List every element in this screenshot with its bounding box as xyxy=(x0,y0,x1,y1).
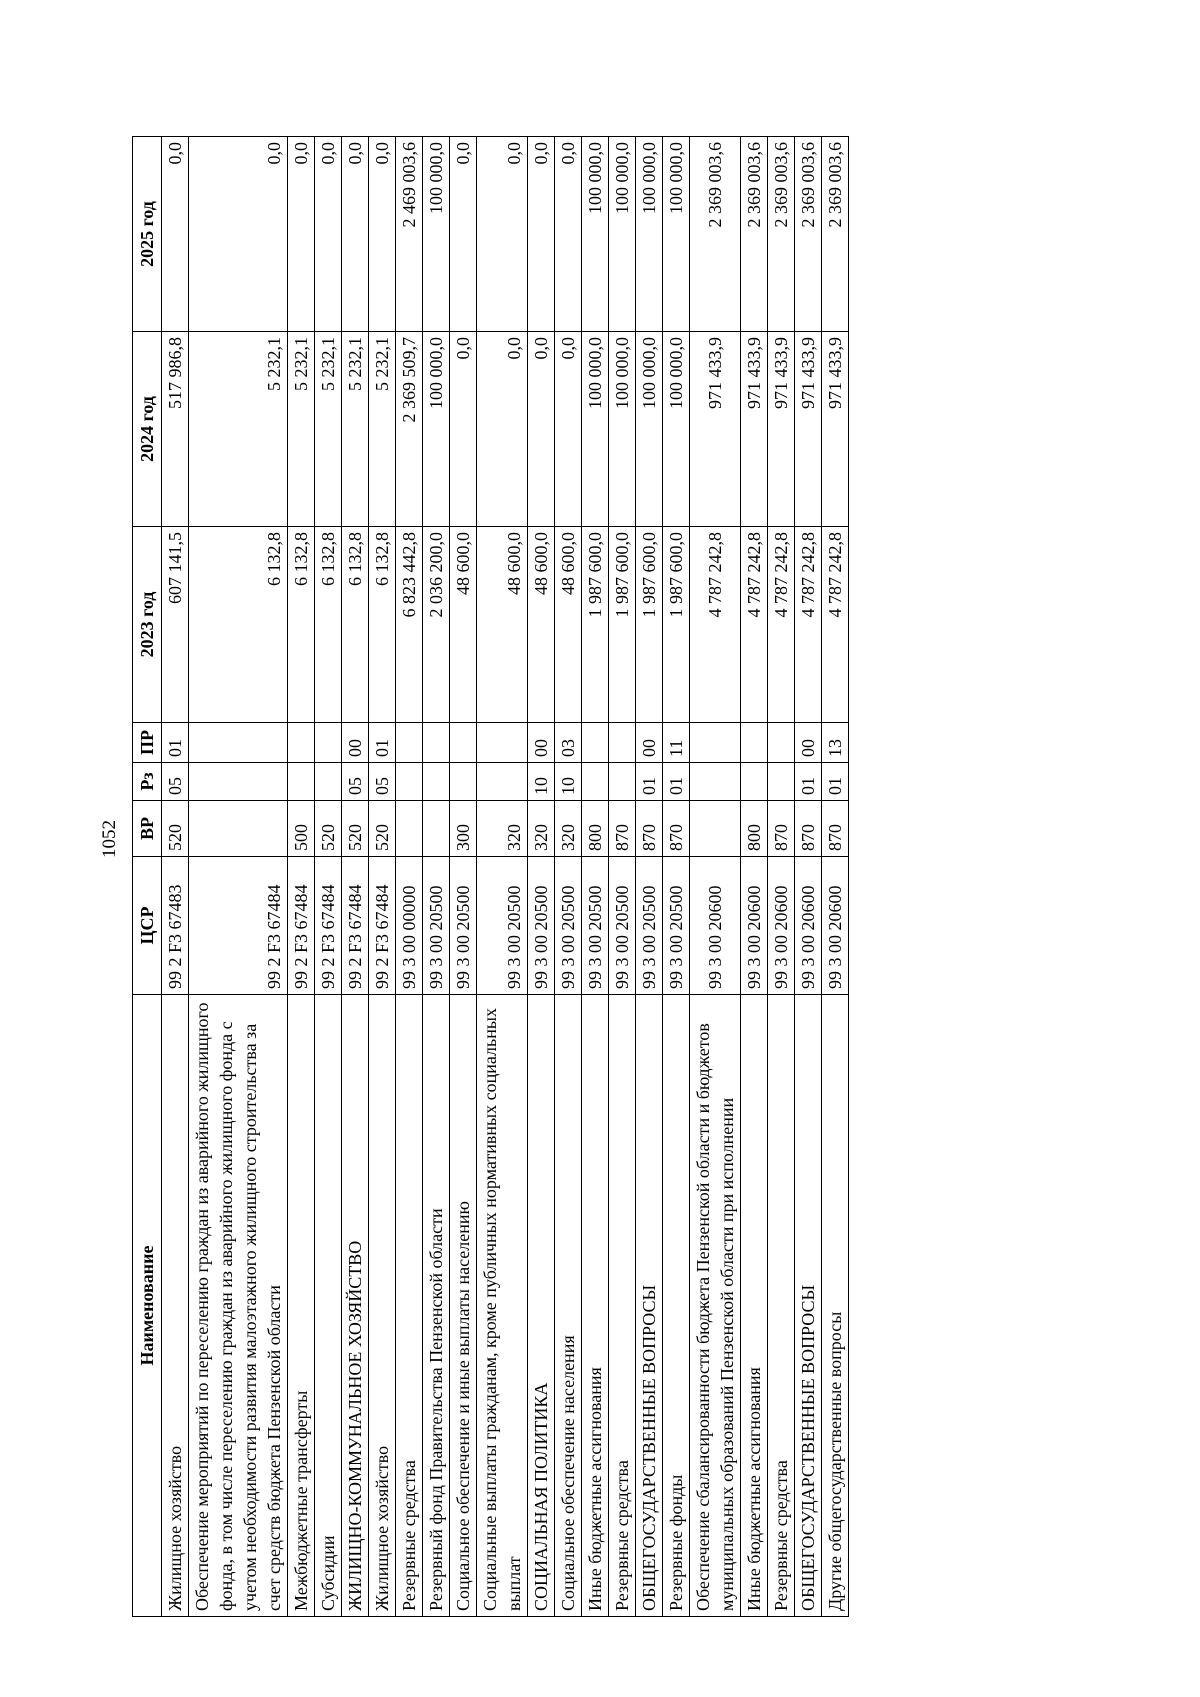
cell-rz: 10 xyxy=(528,763,555,801)
cell-rz xyxy=(768,763,795,801)
cell-rz xyxy=(477,763,528,801)
cell-vr: 320 xyxy=(528,801,555,857)
cell-2025: 100 000,0 xyxy=(636,137,663,332)
cell-2024: 5 232,1 xyxy=(288,332,315,527)
cell-2023: 6 132,8 xyxy=(288,527,315,723)
header-pr: ПР xyxy=(133,723,162,763)
cell-name: Жилищное хозяйство xyxy=(369,995,396,1617)
cell-rz xyxy=(582,763,609,801)
cell-vr: 870 xyxy=(636,801,663,857)
table-row xyxy=(636,137,663,1617)
table-row xyxy=(477,137,528,1617)
cell-2024: 971 433,9 xyxy=(822,332,849,527)
cell-pr xyxy=(477,723,528,763)
header-vr: ВР xyxy=(133,801,162,857)
cell-vr: 520 xyxy=(315,801,342,857)
cell-2024: 5 232,1 xyxy=(342,332,369,527)
cell-2023: 6 132,8 xyxy=(189,527,288,723)
table-row xyxy=(369,137,396,1617)
cell-pr: 00 xyxy=(795,723,822,763)
cell-csr: 99 2 F3 67484 xyxy=(369,857,396,995)
cell-csr: 99 3 00 20500 xyxy=(528,857,555,995)
cell-2023: 1 987 600,0 xyxy=(609,527,636,723)
header-2024: 2024 год xyxy=(133,332,162,527)
cell-vr xyxy=(690,801,741,857)
cell-2025: 2 369 003,6 xyxy=(768,137,795,332)
header-row xyxy=(133,137,162,1617)
cell-vr: 320 xyxy=(555,801,582,857)
cell-vr xyxy=(423,801,450,857)
cell-csr: 99 3 00 20500 xyxy=(477,857,528,995)
cell-2024: 100 000,0 xyxy=(663,332,690,527)
cell-2025: 100 000,0 xyxy=(423,137,450,332)
cell-vr: 800 xyxy=(741,801,768,857)
table-row xyxy=(396,137,423,1617)
cell-2024: 0,0 xyxy=(528,332,555,527)
table-row xyxy=(288,137,315,1617)
cell-2025: 0,0 xyxy=(189,137,288,332)
cell-2023: 6 132,8 xyxy=(315,527,342,723)
cell-pr xyxy=(288,723,315,763)
cell-vr: 870 xyxy=(822,801,849,857)
cell-2023: 1 987 600,0 xyxy=(663,527,690,723)
cell-pr: 00 xyxy=(636,723,663,763)
cell-rz xyxy=(609,763,636,801)
table-row xyxy=(690,137,741,1617)
cell-csr: 99 3 00 20600 xyxy=(795,857,822,995)
cell-pr xyxy=(690,723,741,763)
table-row xyxy=(162,137,189,1617)
cell-csr: 99 3 00 00000 xyxy=(396,857,423,995)
header-rz: Рз xyxy=(133,763,162,801)
cell-pr: 00 xyxy=(528,723,555,763)
table-row xyxy=(822,137,849,1617)
cell-2023: 4 787 242,8 xyxy=(768,527,795,723)
cell-2024: 100 000,0 xyxy=(582,332,609,527)
cell-rz xyxy=(288,763,315,801)
cell-vr xyxy=(396,801,423,857)
cell-2024: 5 232,1 xyxy=(369,332,396,527)
cell-csr: 99 3 00 20500 xyxy=(555,857,582,995)
cell-2024: 517 986,8 xyxy=(162,332,189,527)
cell-2024: 100 000,0 xyxy=(423,332,450,527)
cell-name: СОЦИАЛЬНАЯ ПОЛИТИКА xyxy=(528,995,555,1617)
cell-2025: 100 000,0 xyxy=(582,137,609,332)
cell-2025: 0,0 xyxy=(315,137,342,332)
cell-csr: 99 2 F3 67483 xyxy=(162,857,189,995)
cell-vr: 870 xyxy=(663,801,690,857)
table-row xyxy=(795,137,822,1617)
table-row xyxy=(450,137,477,1617)
cell-2023: 4 787 242,8 xyxy=(822,527,849,723)
cell-2024: 0,0 xyxy=(555,332,582,527)
cell-2023: 4 787 242,8 xyxy=(690,527,741,723)
cell-vr: 320 xyxy=(477,801,528,857)
cell-csr: 99 3 00 20600 xyxy=(741,857,768,995)
cell-name: ОБЩЕГОСУДАРСТВЕННЫЕ ВОПРОСЫ xyxy=(636,995,663,1617)
cell-2025: 2 369 003,6 xyxy=(822,137,849,332)
cell-vr: 870 xyxy=(795,801,822,857)
cell-rz xyxy=(741,763,768,801)
cell-csr: 99 3 00 20500 xyxy=(423,857,450,995)
header-name: Наименование xyxy=(133,995,162,1617)
cell-csr: 99 2 F3 67484 xyxy=(342,857,369,995)
cell-pr xyxy=(396,723,423,763)
cell-pr xyxy=(609,723,636,763)
cell-name: Межбюджетные трансферты xyxy=(288,995,315,1617)
cell-rz xyxy=(396,763,423,801)
cell-pr xyxy=(423,723,450,763)
table-row xyxy=(342,137,369,1617)
cell-2025: 0,0 xyxy=(555,137,582,332)
cell-name: Обеспечение сбалансированности бюджета Пензенской области и бюджетов муниципальных образований Пензенской области при исполнении xyxy=(690,995,741,1617)
cell-pr: 03 xyxy=(555,723,582,763)
cell-rz xyxy=(450,763,477,801)
cell-name: Резервные средства xyxy=(396,995,423,1617)
budget-table-container xyxy=(132,137,1002,1617)
cell-name: Резервные средства xyxy=(609,995,636,1617)
cell-name: ОБЩЕГОСУДАРСТВЕННЫЕ ВОПРОСЫ xyxy=(795,995,822,1617)
cell-pr xyxy=(768,723,795,763)
cell-csr: 99 3 00 20500 xyxy=(450,857,477,995)
table-row xyxy=(663,137,690,1617)
cell-2023: 607 141,5 xyxy=(162,527,189,723)
cell-vr xyxy=(189,801,288,857)
cell-rz: 05 xyxy=(369,763,396,801)
cell-rz: 10 xyxy=(555,763,582,801)
cell-2023: 1 987 600,0 xyxy=(582,527,609,723)
cell-name: Резервный фонд Правительства Пензенской области xyxy=(423,995,450,1617)
cell-2025: 2 469 003,6 xyxy=(396,137,423,332)
cell-2025: 2 369 003,6 xyxy=(741,137,768,332)
cell-2024: 971 433,9 xyxy=(690,332,741,527)
cell-pr: 11 xyxy=(663,723,690,763)
cell-csr: 99 3 00 20600 xyxy=(768,857,795,995)
cell-pr: 13 xyxy=(822,723,849,763)
cell-rz: 01 xyxy=(795,763,822,801)
cell-name: Иные бюджетные ассигнования xyxy=(582,995,609,1617)
cell-rz: 01 xyxy=(636,763,663,801)
cell-2023: 2 036 200,0 xyxy=(423,527,450,723)
cell-vr: 500 xyxy=(288,801,315,857)
cell-2025: 0,0 xyxy=(342,137,369,332)
table-row xyxy=(741,137,768,1617)
cell-2024: 971 433,9 xyxy=(795,332,822,527)
page-number: 1052 xyxy=(99,820,120,858)
cell-2023: 1 987 600,0 xyxy=(636,527,663,723)
cell-2023: 6 132,8 xyxy=(369,527,396,723)
budget-table xyxy=(132,136,849,1617)
cell-name: ЖИЛИЩНО-КОММУНАЛЬНОЕ ХОЗЯЙСТВО xyxy=(342,995,369,1617)
cell-2024: 100 000,0 xyxy=(609,332,636,527)
cell-2023: 6 823 442,8 xyxy=(396,527,423,723)
cell-vr: 870 xyxy=(609,801,636,857)
cell-2024: 2 369 509,7 xyxy=(396,332,423,527)
cell-name: Резервные средства xyxy=(768,995,795,1617)
cell-vr: 520 xyxy=(162,801,189,857)
cell-csr: 99 3 00 20600 xyxy=(690,857,741,995)
cell-2025: 2 369 003,6 xyxy=(690,137,741,332)
cell-pr xyxy=(315,723,342,763)
cell-2025: 0,0 xyxy=(450,137,477,332)
cell-2023: 4 787 242,8 xyxy=(741,527,768,723)
cell-pr xyxy=(450,723,477,763)
cell-vr: 520 xyxy=(369,801,396,857)
table-row xyxy=(315,137,342,1617)
cell-csr: 99 3 00 20600 xyxy=(822,857,849,995)
cell-2024: 5 232,1 xyxy=(315,332,342,527)
header-2023: 2023 год xyxy=(133,527,162,723)
cell-rz: 01 xyxy=(822,763,849,801)
cell-name: Обеспечение мероприятий по переселению граждан из аварийного жилищного фонда, в том числе переселению граждан из аварийного жилищного фонда с учетом необходимости развития малоэтажного жилищного строительства за счет средств бюджета Пензенской области xyxy=(189,995,288,1617)
cell-name: Жилищное хозяйство xyxy=(162,995,189,1617)
cell-pr xyxy=(189,723,288,763)
cell-2023: 48 600,0 xyxy=(528,527,555,723)
cell-2023: 48 600,0 xyxy=(555,527,582,723)
cell-2024: 0,0 xyxy=(477,332,528,527)
cell-2024: 971 433,9 xyxy=(741,332,768,527)
cell-csr: 99 3 00 20500 xyxy=(663,857,690,995)
table-row xyxy=(528,137,555,1617)
cell-rz: 01 xyxy=(663,763,690,801)
cell-name: Иные бюджетные ассигнования xyxy=(741,995,768,1617)
cell-rz: 05 xyxy=(342,763,369,801)
cell-name: Другие общегосударственные вопросы xyxy=(822,995,849,1617)
table-row xyxy=(609,137,636,1617)
cell-2023: 48 600,0 xyxy=(450,527,477,723)
table-row xyxy=(555,137,582,1617)
cell-2025: 0,0 xyxy=(288,137,315,332)
header-2025: 2025 год xyxy=(133,137,162,332)
table-row xyxy=(189,137,288,1617)
cell-2024: 100 000,0 xyxy=(636,332,663,527)
cell-name: Социальные выплаты гражданам, кроме публичных нормативных социальных выплат xyxy=(477,995,528,1617)
cell-csr: 99 3 00 20500 xyxy=(582,857,609,995)
cell-2023: 48 600,0 xyxy=(477,527,528,723)
cell-2025: 100 000,0 xyxy=(609,137,636,332)
cell-csr: 99 3 00 20500 xyxy=(636,857,663,995)
cell-2025: 0,0 xyxy=(477,137,528,332)
table-row xyxy=(423,137,450,1617)
cell-vr: 300 xyxy=(450,801,477,857)
cell-csr: 99 3 00 20500 xyxy=(609,857,636,995)
cell-vr: 870 xyxy=(768,801,795,857)
cell-name: Социальное обеспечение и иные выплаты населению xyxy=(450,995,477,1617)
cell-2025: 0,0 xyxy=(369,137,396,332)
cell-2024: 0,0 xyxy=(450,332,477,527)
cell-2025: 100 000,0 xyxy=(663,137,690,332)
cell-name: Социальное обеспечение населения xyxy=(555,995,582,1617)
cell-2025: 0,0 xyxy=(528,137,555,332)
cell-csr: 99 2 F3 67484 xyxy=(288,857,315,995)
cell-pr: 01 xyxy=(369,723,396,763)
cell-pr: 01 xyxy=(162,723,189,763)
table-row xyxy=(582,137,609,1617)
cell-2025: 0,0 xyxy=(162,137,189,332)
cell-pr xyxy=(582,723,609,763)
cell-vr: 520 xyxy=(342,801,369,857)
cell-2023: 6 132,8 xyxy=(342,527,369,723)
cell-pr xyxy=(741,723,768,763)
cell-rz xyxy=(315,763,342,801)
cell-csr: 99 2 F3 67484 xyxy=(315,857,342,995)
cell-rz: 05 xyxy=(162,763,189,801)
header-csr: ЦСР xyxy=(133,857,162,995)
cell-2025: 2 369 003,6 xyxy=(795,137,822,332)
cell-2024: 971 433,9 xyxy=(768,332,795,527)
table-row xyxy=(768,137,795,1617)
cell-2023: 4 787 242,8 xyxy=(795,527,822,723)
cell-name: Субсидии xyxy=(315,995,342,1617)
cell-name: Резервные фонды xyxy=(663,995,690,1617)
cell-rz xyxy=(423,763,450,801)
cell-csr: 99 2 F3 67484 xyxy=(189,857,288,995)
cell-rz xyxy=(189,763,288,801)
table-body xyxy=(162,137,849,1617)
cell-pr: 00 xyxy=(342,723,369,763)
cell-rz xyxy=(690,763,741,801)
cell-vr: 800 xyxy=(582,801,609,857)
cell-2024: 5 232,1 xyxy=(189,332,288,527)
